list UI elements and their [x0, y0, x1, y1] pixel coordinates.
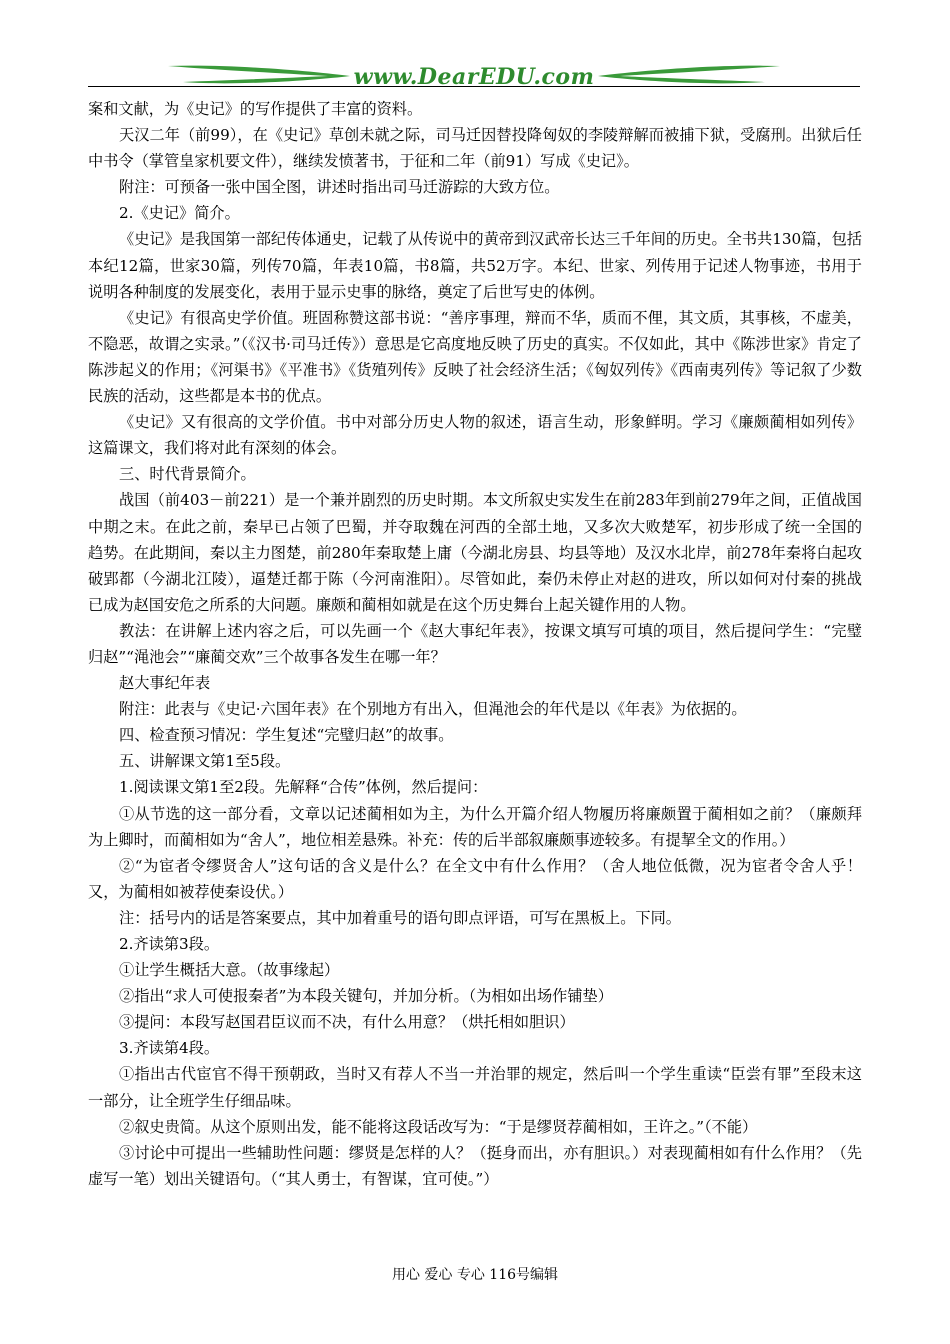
paragraph: 五、讲解课文第1至5段。: [119, 752, 291, 771]
paragraph: 附注：可预备一张中国全图，讲述时指出司马迁游踪的大致方位。: [119, 178, 560, 197]
paragraph: 注：括号内的话是答案要点，其中加着重号的语句即点评语，可写在黑板上。下同。: [119, 908, 681, 927]
paragraph: 四、检查预习情况：学生复述“完璧归赵”的故事。: [119, 726, 454, 745]
paragraph: 3.齐读第4段。: [119, 1039, 220, 1058]
paragraph: 1.阅读课文第1至2段。先解释“合传”体例，然后提问：: [119, 778, 488, 797]
header-rule: [88, 86, 860, 87]
paragraph: 2.齐读第3段。: [119, 935, 220, 953]
paragraph: ①让学生概括大意。（故事缘起）: [119, 961, 340, 980]
paragraph: 天汉二年（前99），在《史记》草创未就之际，司马迁因替投降匈奴的李陵辩解而被捕下狱，受腐刑。出狱后任中书令（掌管皇家机要文件），继续发愤著书，于征和二年（前91）写成《史记》。: [88, 126, 862, 171]
paragraph: 赵大事纪年表: [119, 674, 211, 693]
paragraph: ③提问：本段写赵国君臣议而不决，有什么用意？（烘托相如胆识）: [119, 1013, 575, 1032]
site-logo-text[interactable]: www.DearEDU.com: [353, 64, 595, 90]
paragraph: ③讨论中可提出一些辅助性问题：缪贤是怎样的人？（挺身而出，亦有胆识。）对表现蔺相如有什么作用？（先虚写一笔）划出关键语句。（“其人勇士，有智谋，宜可使。”）: [88, 1143, 862, 1188]
paragraph: ②“为宦者令缪贤舍人”这句话的含义是什么？在全文中有什么作用？（舍人地位低微，况为宦者令舍人乎！又，为蔺相如被荐使秦设伏。）: [88, 856, 862, 901]
paragraph: 战国（前403－前221）是一个兼并剧烈的历史时期。本文所叙史实发生在前283年到前279年之间，正值战国中期之末。在此之前，秦早已占领了巴蜀，并夺取魏在河西的全部土地，又多次大败楚军，初步形成了统一全国的趋势。在此期间，秦以主力图楚，前280年秦取楚上庸（今湖北房县、均县等地）及汉水北岸，前278年秦将白起攻破郢都（今湖北江陵），逼楚迁都于陈（今河南淮阳）。尽管如此，秦仍未停止对赵的进攻，所以如何对付秦的挑战已成为赵国安危之所系的大问题。廉颇和蔺相如就是在这个历史舞台上起关键作用的人物。: [88, 491, 862, 614]
paragraph: 《史记》有很高史学价值。班固称赞这部书说：“善序事理，辩而不华，质而不俚，其文质，其事核，不虚美，不隐恶，故谓之实录。”（《汉书·司马迁传》）意思是它高度地反映了历史的真实。不仅如此，其中《陈涉世家》肯定了陈涉起义的作用；《河渠书》《平准书》《货殖列传》反映了社会经济生活；《匈奴列传》《西南夷列传》等记叙了少数民族的活动，这些都是本书的优点。: [88, 308, 862, 406]
paragraph: 教法：在讲解上述内容之后，可以先画一个《赵大事纪年表》，按课文填写可填的项目，然后提问学生：“完璧归赵”“渑池会”“廉蔺交欢”三个故事各发生在哪一年？: [88, 621, 862, 666]
paragraph: 《史记》是我国第一部纪传体通史，记载了从传说中的黄帝到汉武帝长达三千年间的历史。全书共130篇，包括本纪12篇，世家30篇，列传70篇，年表10篇，书8篇，共52万字。本纪、世家、列传用于记述人物事迹，书用于说明各种制度的发展变化，表用于显示史事的脉络，奠定了后世写史的体例。: [88, 230, 862, 301]
page-footer: 用心 爱心 专心 116号编辑: [391, 1267, 559, 1283]
paragraph: 附注：此表与《史记·六国年表》在个别地方有出入，但渑池会的年代是以《年表》为依据的。: [119, 700, 747, 719]
paragraph: ①指出古代宦官不得干预朝政，当时又有荐人不当一并治罪的规定，然后叫一个学生重读“臣尝有罪”至段末这一部分，让全班学生仔细品味。: [88, 1065, 862, 1110]
paragraph: ②指出“求人可使报秦者”为本段关键句，并加分析。（为相如出场作铺垫）: [119, 987, 613, 1006]
paragraph: 案和文献，为《史记》的写作提供了丰富的资料。: [88, 100, 423, 118]
paragraph: ①从节选的这一部分看，文章以记述蔺相如为主，为什么开篇介绍人物履历将廉颇置于蔺相如之前？（廉颇拜为上卿时，而蔺相如为“舍人”，地位相差悬殊。补充：传的后半部叙廉颇事迹较多。有提挈全文的作用。）: [88, 804, 862, 849]
paragraph: 《史记》又有很高的文学价值。书中对部分历史人物的叙述，语言生动，形象鲜明。学习《廉颇蔺相如列传》这篇课文，我们将对此有深刻的体会。: [88, 413, 862, 458]
paragraph: 三、时代背景简介。: [119, 465, 256, 484]
paragraph: ②叙史贵简。从这个原则出发，能不能将这段话改写为：“于是缪贤荐蔺相如，王许之。”（不能）: [119, 1117, 758, 1136]
document-body: [88, 96, 862, 1192]
paragraph: 2.《史记》简介。: [119, 204, 240, 223]
